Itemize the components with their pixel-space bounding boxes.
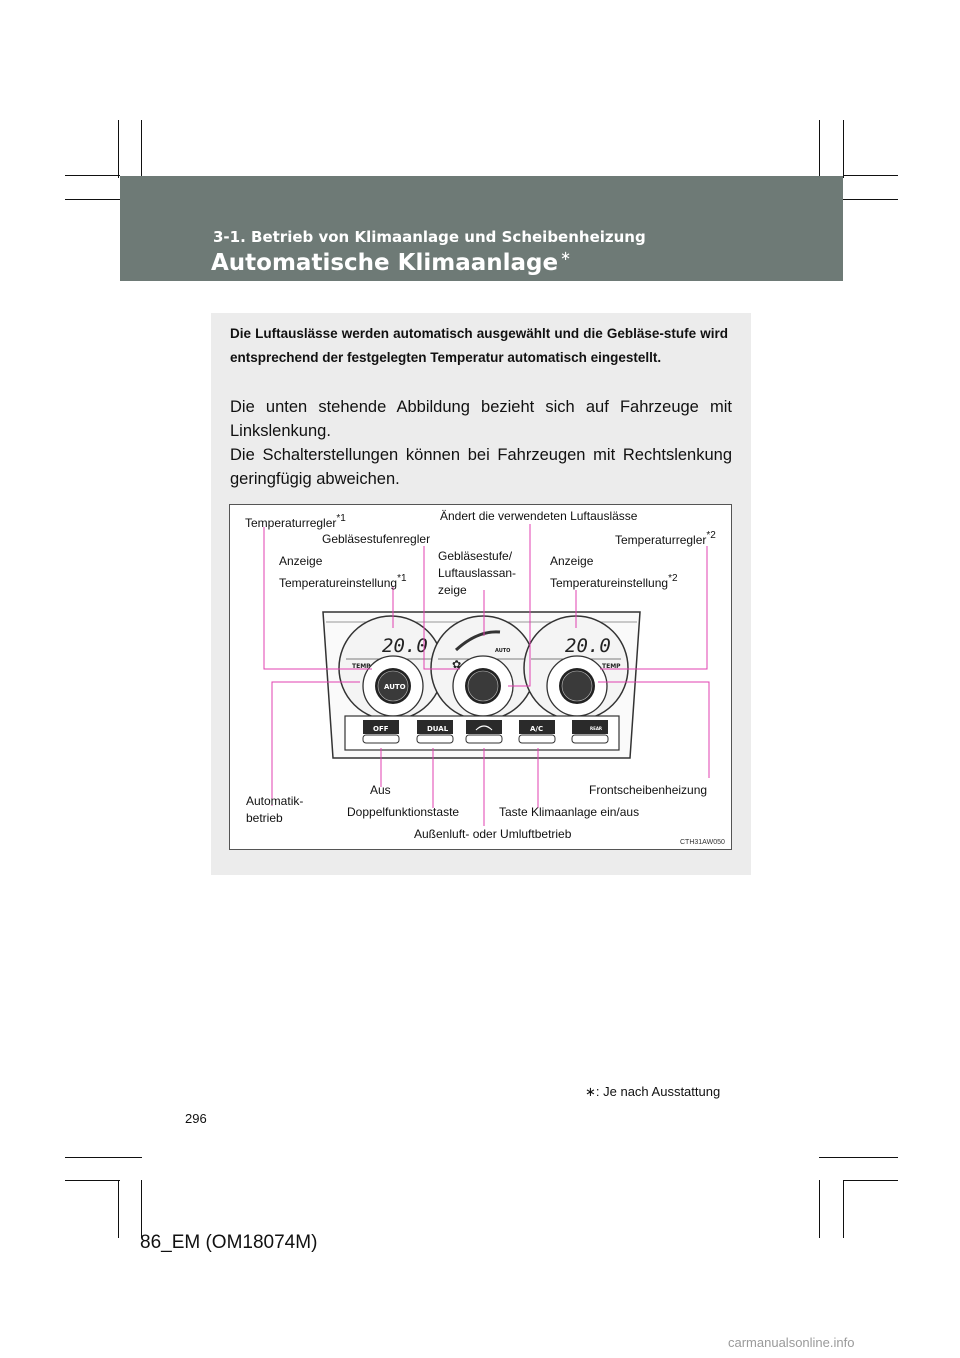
dual-button-label: DUAL bbox=[427, 725, 449, 733]
label-line: Automatik- bbox=[246, 794, 304, 808]
label-temperature-control-left bbox=[245, 510, 346, 532]
body-line: Die Schalterstellungen können bei Fahrzeugen mit Rechtslenkung bbox=[230, 446, 732, 464]
label-line: Gebläsestufe/ bbox=[438, 549, 513, 563]
label-line: Temperatureinstellung bbox=[550, 576, 669, 590]
ac-button-label: A/C bbox=[530, 725, 544, 733]
label-line: Temperatureinstellung bbox=[279, 576, 398, 590]
label-off: Aus bbox=[370, 783, 391, 797]
label-ac: Taste Klimaanlage ein/aus bbox=[499, 805, 640, 819]
left-temp-display: 20.0 bbox=[382, 635, 428, 657]
footnote-ref: *1 bbox=[336, 513, 346, 524]
label-vent-change: Ändert die verwendeten Luftauslässe bbox=[440, 509, 638, 523]
footnote-ref: *2 bbox=[668, 573, 678, 584]
figure-id: CTH31AW050 bbox=[680, 839, 725, 846]
label-defroster: Frontscheibenheizung bbox=[589, 783, 708, 797]
body-line: Die unten stehende Abbildung bezieht sich auf Fahrzeuge mit bbox=[230, 398, 732, 416]
footnote: ∗: Je nach Ausstattung bbox=[585, 1084, 721, 1099]
dual-button[interactable] bbox=[417, 720, 453, 743]
label-display-right bbox=[550, 553, 678, 592]
label-line: zeige bbox=[438, 583, 467, 597]
label-display-left bbox=[279, 553, 407, 592]
rear-button-label: REAR bbox=[590, 726, 602, 731]
section-heading: 3-1. Betrieb von Klimaanlage und Scheibenheizung bbox=[213, 228, 646, 246]
auto-indicator-label: AUTO bbox=[495, 648, 511, 654]
right-temp-display: 20.0 bbox=[565, 635, 611, 657]
body-line: geringfügig abweichen. bbox=[230, 470, 400, 488]
off-button-label: OFF bbox=[373, 725, 389, 733]
label-line: betrieb bbox=[246, 811, 283, 825]
right-temp-label: TEMP bbox=[602, 663, 621, 670]
footnote-ref: *2 bbox=[706, 530, 716, 541]
label-line: Anzeige bbox=[550, 554, 594, 568]
auto-knob-label: AUTO bbox=[384, 683, 406, 691]
footnote-ref: *1 bbox=[397, 573, 407, 584]
off-button[interactable] bbox=[363, 720, 399, 743]
defroster-button[interactable] bbox=[572, 720, 608, 743]
label-temperature-control-right bbox=[615, 527, 716, 549]
page-title-text: Automatische Klimaanlage bbox=[211, 250, 559, 276]
label-auto-mode bbox=[246, 793, 303, 827]
page-number: 296 bbox=[185, 1111, 207, 1126]
label-dual: Doppelfunktionstaste bbox=[347, 805, 460, 819]
body-line: Linkslenkung. bbox=[230, 422, 331, 440]
label-line: Anzeige bbox=[279, 554, 323, 568]
title-asterisk: ∗ bbox=[560, 249, 571, 264]
recirculation-button[interactable] bbox=[466, 720, 502, 743]
intro-lead: Die Luftauslässe werden automatisch ausgewählt und die Gebläse-stufe wird entsprechend der festgelegten Temperatur automatisch eingestellt. bbox=[230, 326, 728, 365]
label-line: Luftauslassan- bbox=[438, 566, 517, 580]
fan-speed-dial bbox=[431, 616, 535, 720]
watermark: carmanualsonline.info bbox=[728, 1335, 855, 1350]
label-recirculation: Außenluft- oder Umluftbetrieb bbox=[414, 827, 572, 841]
label-text: Temperaturregler bbox=[615, 533, 707, 547]
document-id: 86_EM (OM18074M) bbox=[140, 1232, 318, 1253]
ac-button[interactable] bbox=[519, 720, 555, 743]
label-fan-control: Gebläsestufenregler bbox=[322, 532, 431, 546]
label-fan-display bbox=[438, 548, 516, 599]
left-temp-label: TEMP bbox=[352, 663, 371, 670]
fan-icon: ✿ bbox=[452, 658, 462, 671]
label-text: Temperaturregler bbox=[245, 516, 337, 530]
